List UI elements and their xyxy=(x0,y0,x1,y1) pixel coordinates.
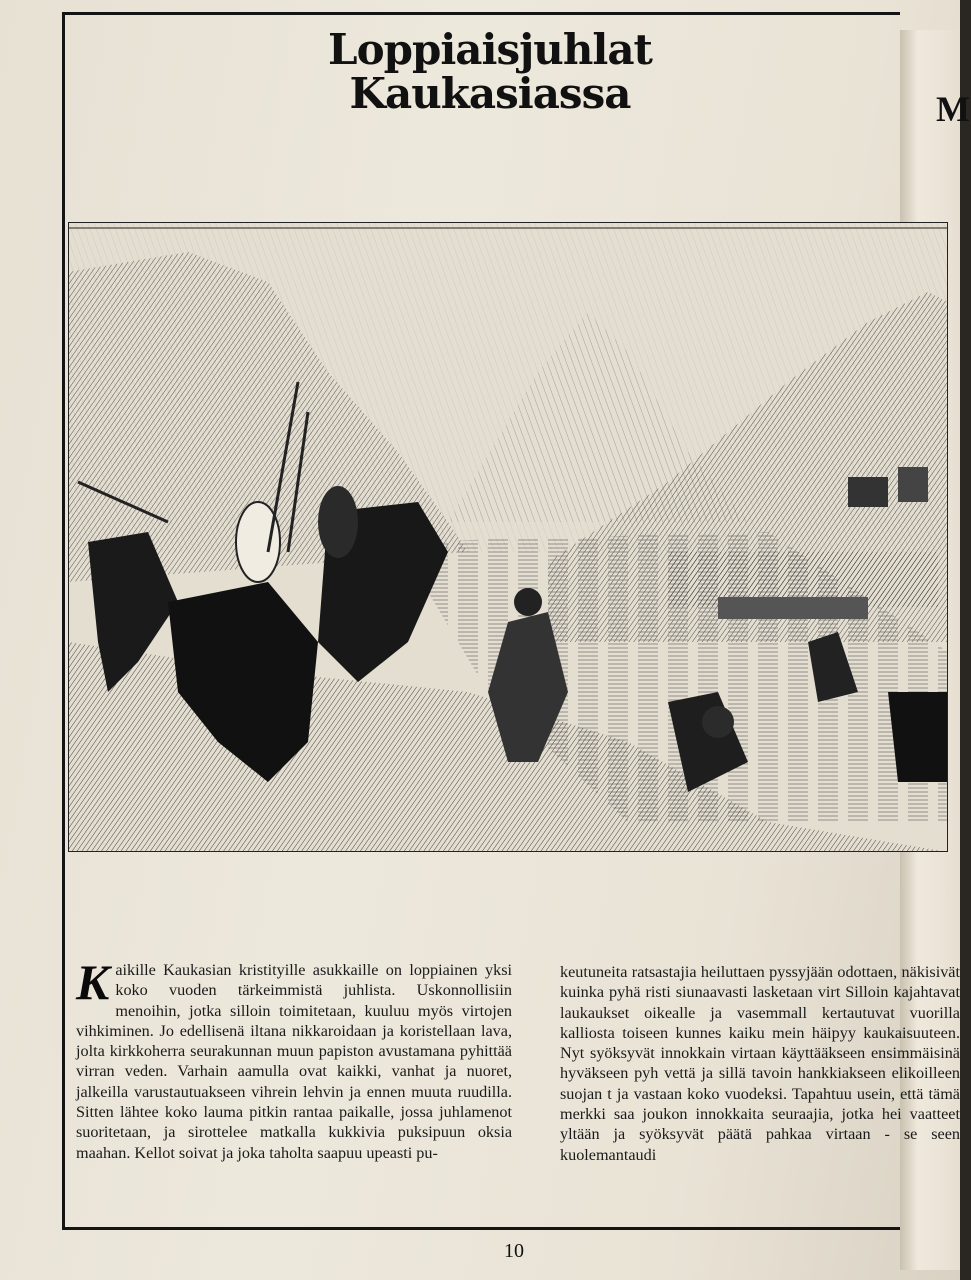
dropcap-letter: K xyxy=(76,954,110,1010)
title-line-1: Loppiaisjuhlat xyxy=(328,25,652,74)
engraving-illustration xyxy=(68,222,948,852)
engraving-svg xyxy=(68,222,948,852)
article-title xyxy=(240,25,740,118)
column-2-text: keutuneita ratsastajia heiluttaen pyssyjään odottaen, näkisivät kuinka pyhä risti siunaavasti lasketaan virt Silloin kajahtavat laukaukset oikealle ja vasemmall kertautuvat vuorilla kalliosta toiseen kunnes kaiku mein häipyy kaukaisuuteen. Nyt syöksyvät innokkain virtaan käyttääkseen ensimmäisinä hyväkseen pyh vettä ja sillä tavoin hankkiakseen elikoilleen suojan t ja vastaan koko vuodeksi. Tapahtuu usein, että tämä merkki saa joukon innokkaita seuraajia, jotka hei vaatteet yltään ja syöksyvät päätä pahkaa virtaan - se seen kuolemantaudi xyxy=(560,963,960,1164)
article-column-1 xyxy=(76,954,512,1163)
title-line-2: Kaukasiassa xyxy=(349,69,631,118)
next-page-heading-fragment: M xyxy=(936,89,971,129)
article-column-2 xyxy=(560,962,960,1165)
column-1-text: aikille Kaukasian kristityille asukkaille on loppiainen yksi koko vuoden tärkeimmistä juhlista. Uskonnollisiin menoihin, jotka silloin toimitetaan, kuuluu myös virtojen vihkiminen. Jo edellisenä iltana nikkaroidaan ja koristellaan lava, jolta kirkkoherra seurakunnan muun papiston avustamana pyhittää virran veden. Varhain aamulla ovat kaikki, vanhat ja nuoret, jalkeilla varustautuakseen vihrein lehvin ja ennen muuta ruudilla. Sitten lähtee koko lauma pitkin rantaa paikalle, jossa juhlamenot suoritetaan, ja sirottelee matkalla kukkivia puksipuun oksia maahan. Kellot soivat ja joka taholta saapuu upeasti pu- xyxy=(76,961,512,1162)
page-number: 10 xyxy=(504,1240,524,1262)
